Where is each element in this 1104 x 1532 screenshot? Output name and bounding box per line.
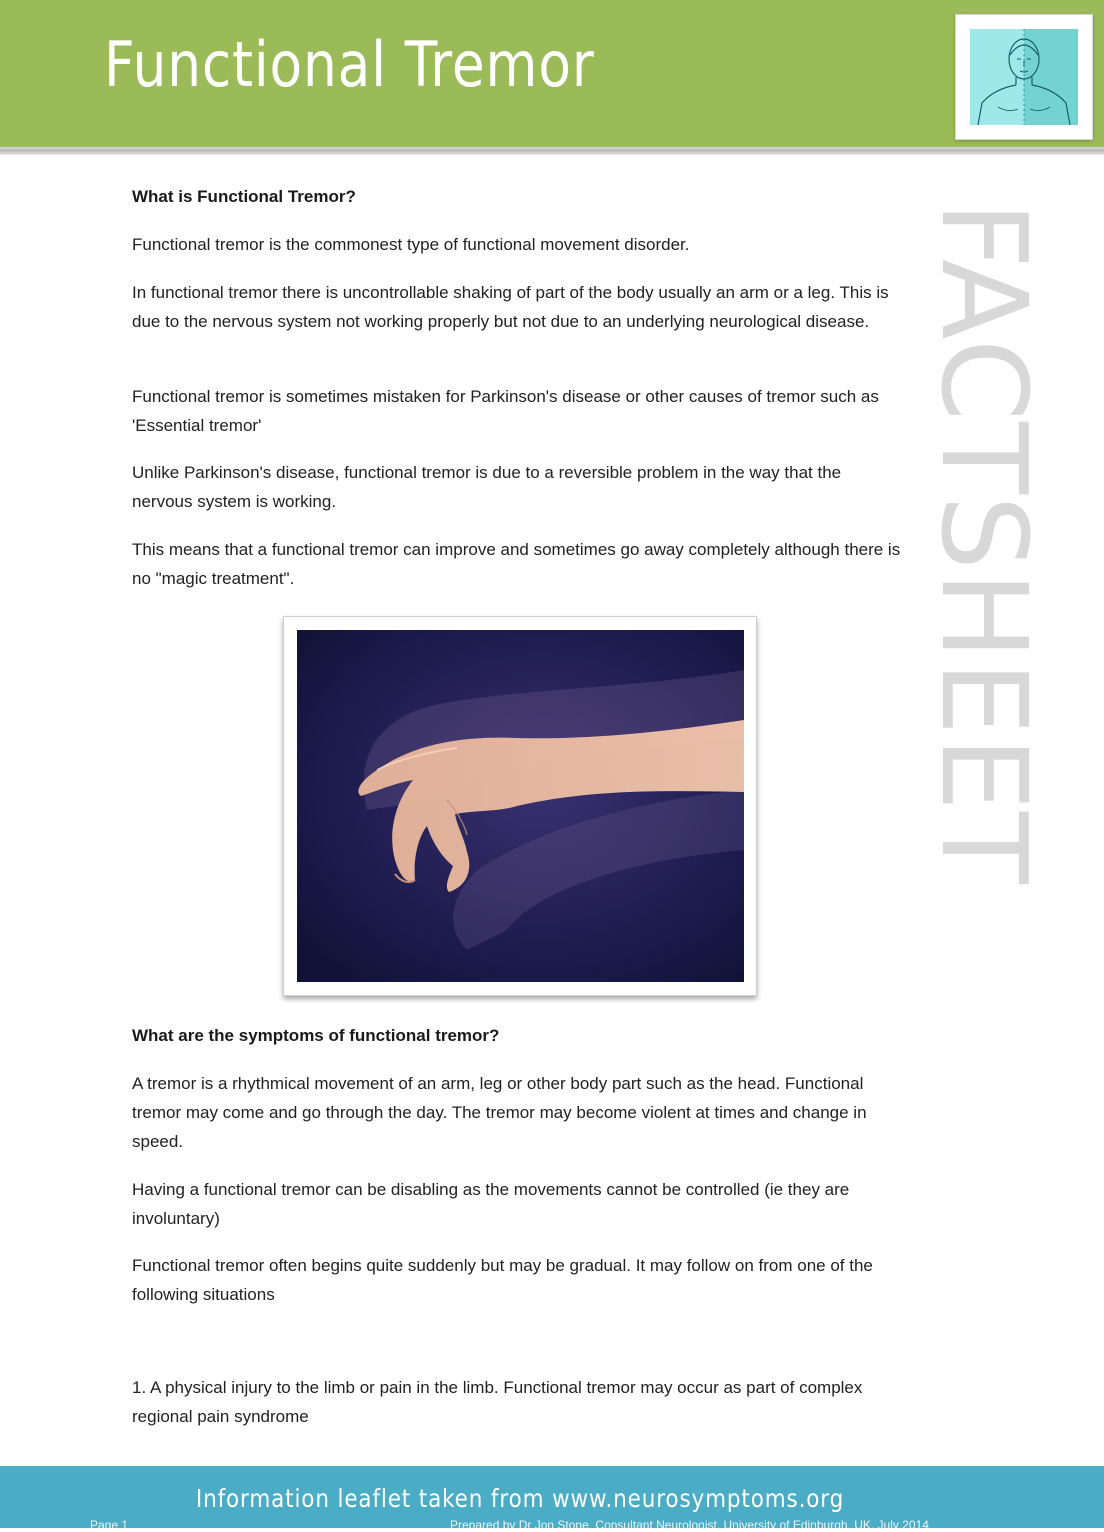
section-heading-symptoms: What are the symptoms of functional tremor?	[132, 1026, 500, 1045]
paragraph: Functional tremor often begins quite suddenly but may be gradual. It may follow on from one of the following situations	[132, 1256, 873, 1304]
factsheet-label	[915, 201, 1053, 885]
paragraph: Unlike Parkinson's disease, functional tremor is due to a reversible problem in the way that the nervous system is working.	[132, 463, 842, 511]
factsheet-text: FACTSHEET	[915, 201, 1053, 885]
paragraph: This means that a functional tremor can improve and sometimes go away completely although there is no "magic treatment".	[132, 540, 901, 588]
section-heading-what-is: What is Functional Tremor?	[132, 187, 356, 206]
human-figure-icon	[970, 29, 1078, 125]
list-item: 1. A physical injury to the limb or pain in the limb. Functional tremor may occur as part of complex regional pain syndrome	[132, 1378, 863, 1426]
paragraph: A tremor is a rhythmical movement of an arm, leg or other body part such as the head. Functional tremor may come and go through the day. The tremor may become violent at times and change in speed.	[132, 1074, 867, 1151]
paragraph: Functional tremor is sometimes mistaken for Parkinson's disease or other causes of tremor such as 'Essential tremor'	[132, 387, 879, 435]
paragraph: Having a functional tremor can be disabling as the movements cannot be controlled (ie they are involuntary)	[132, 1180, 850, 1228]
page-number: Page 1	[90, 1518, 129, 1532]
header-divider	[0, 147, 1104, 155]
logo	[955, 14, 1093, 140]
footer-source-text: Information leaflet taken from www.neurosymptoms.org	[195, 1484, 845, 1513]
paragraph: Functional tremor is the commonest type of functional movement disorder.	[132, 235, 690, 254]
figure-frame	[283, 616, 757, 996]
page-title: Functional Tremor	[104, 28, 595, 101]
trembling-hand-photo	[297, 630, 744, 982]
footer-credit: Prepared by Dr Jon Stone, Consultant Neurologist, University of Edinburgh, UK, July 2014	[450, 1518, 929, 1532]
paragraph: In functional tremor there is uncontrollable shaking of part of the body usually an arm or a leg. This is due to the nervous system not working properly but not due to an underlying neurological disease.	[132, 283, 889, 331]
